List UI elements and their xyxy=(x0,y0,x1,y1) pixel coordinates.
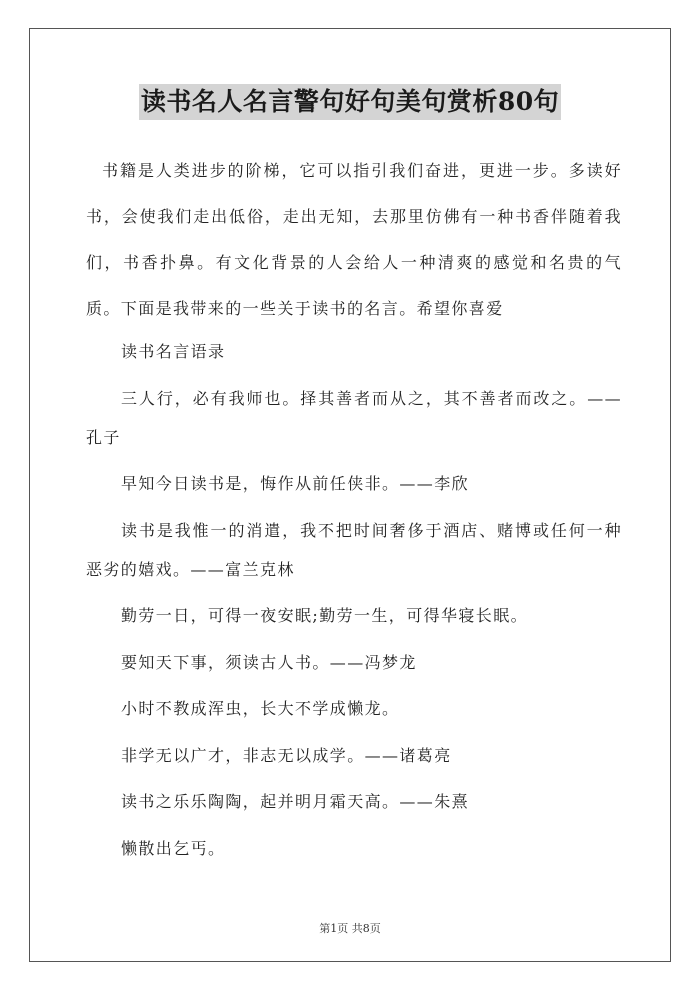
quote-paragraph: 小时不教成浑虫，长大不学成懒龙。 xyxy=(121,699,400,718)
document-title: 读书名人名言警句好句美句赏析80句 xyxy=(139,84,561,120)
quote-paragraph: 勤劳一日，可得一夜安眠;勤劳一生，可得华寝长眠。 xyxy=(121,606,528,625)
quote-paragraph: 懒散出乞丐。 xyxy=(121,838,226,858)
page-number-footer: 第1页 共8页 xyxy=(319,922,381,935)
quote-paragraph: 早知今日读书是，悔作从前任侠非。——李欣 xyxy=(121,474,470,493)
quote-paragraph: 三人行，必有我师也。择其善者而从之，其不善者而改之。——孔子 xyxy=(86,388,622,447)
document-body xyxy=(86,148,622,875)
quote-paragraph: 非学无以广才，非志无以成学。——诸葛亮 xyxy=(121,745,452,765)
quote-paragraph: 要知天下事，须读古人书。——冯梦龙 xyxy=(121,652,417,672)
intro-paragraph: 书籍是人类进步的阶梯，它可以指引我们奋进，更进一步。多读好书，会使我们走出低俗，走出无知，去那里仿佛有一种书香伴随着我们，书香扑鼻。有文化背景的人会给人一种清爽的感觉和名贵的气质。下面是我带来的一些关于读书的名言。希望你喜爱 xyxy=(86,161,622,318)
section-heading: 读书名言语录 xyxy=(121,342,226,361)
quote-paragraph: 读书是我惟一的消遣，我不把时间奢侈于酒店、赌博或任何一种恶劣的嬉戏。——富兰克林 xyxy=(86,520,622,579)
title-container xyxy=(0,84,700,120)
quote-paragraph: 读书之乐乐陶陶，起并明月霜天高。——朱熹 xyxy=(121,792,470,811)
